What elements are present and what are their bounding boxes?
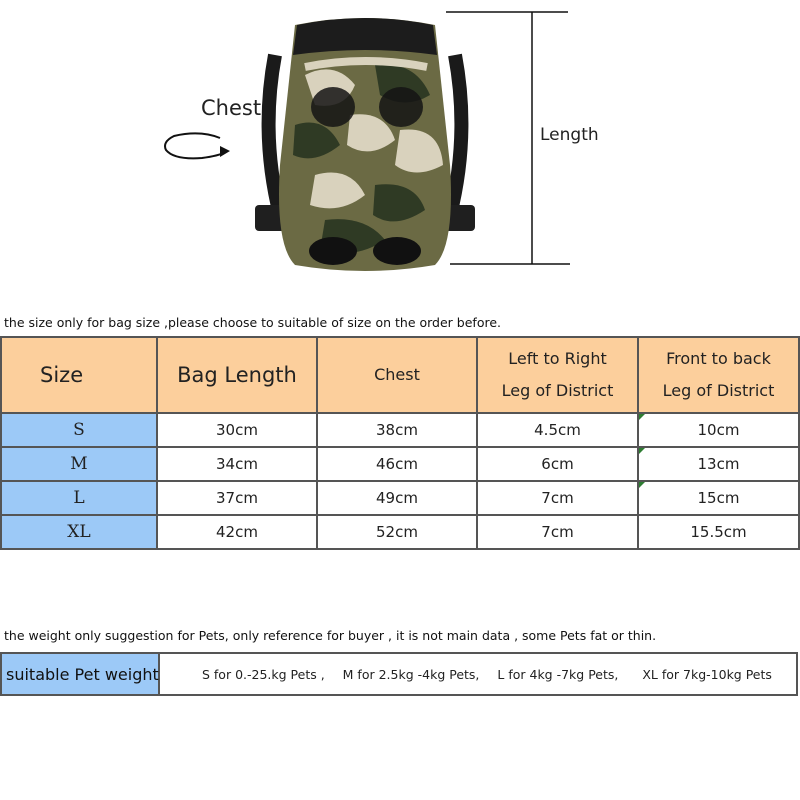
size-cell: M (1, 447, 157, 481)
weight-note: the weight only suggestion for Pets, only reference for buyer , it is not main data , some Pets fat or thin. (4, 628, 657, 643)
weight-value-l: L for 4kg -7kg Pets, (497, 666, 619, 682)
bag-length-cell: 30cm (157, 413, 317, 447)
bag-length-cell: 34cm (157, 447, 317, 481)
table-row (1, 413, 799, 447)
weight-table (0, 652, 798, 696)
weight-label: suitable Pet weight (1, 653, 159, 695)
size-cell: S (1, 413, 157, 447)
header-size: Size (1, 337, 157, 413)
table-row (1, 447, 799, 481)
front-back-cell: 15.5cm (638, 515, 799, 549)
table-row (1, 481, 799, 515)
front-back-cell: 13cm (638, 447, 799, 481)
weight-value-m: M for 2.5kg -4kg Pets, (342, 666, 480, 682)
chest-cell: 38cm (317, 413, 477, 447)
chest-cell: 46cm (317, 447, 477, 481)
left-right-cell: 7cm (477, 481, 638, 515)
weight-row (1, 653, 797, 695)
size-cell: L (1, 481, 157, 515)
header-bag-length: Bag Length (157, 337, 317, 413)
chest-cell: 49cm (317, 481, 477, 515)
chest-cell: 52cm (317, 515, 477, 549)
product-figure (0, 0, 800, 300)
left-right-cell: 4.5cm (477, 413, 638, 447)
header-left-to-right-line1: Left to Right (508, 349, 607, 368)
weight-value-xl: XL for 7kg-10kg Pets (642, 666, 772, 682)
chest-label: Chest (201, 96, 262, 120)
size-note: the size only for bag size ,please choose to suitable of size on the order before. (4, 315, 501, 330)
header-left-to-right (477, 337, 638, 413)
size-table (0, 336, 800, 550)
left-right-cell: 6cm (477, 447, 638, 481)
front-back-cell: 10cm (638, 413, 799, 447)
size-cell: XL (1, 515, 157, 549)
chest-circumference-arrow-icon (160, 126, 240, 166)
left-right-cell: 7cm (477, 515, 638, 549)
bag-length-cell: 42cm (157, 515, 317, 549)
header-front-to-back-line1: Front to back (666, 349, 771, 368)
length-label: Length (540, 125, 599, 145)
header-chest: Chest (317, 337, 477, 413)
header-front-to-back (638, 337, 799, 413)
weight-values (159, 653, 797, 695)
table-row (1, 515, 799, 549)
header-left-to-right-line2: Leg of District (501, 381, 614, 400)
size-table-header-row (1, 337, 799, 413)
bag-length-cell: 37cm (157, 481, 317, 515)
weight-value-s: S for 0.-25.kg Pets , (202, 666, 325, 682)
header-front-to-back-line2: Leg of District (662, 381, 775, 400)
front-back-cell: 15cm (638, 481, 799, 515)
